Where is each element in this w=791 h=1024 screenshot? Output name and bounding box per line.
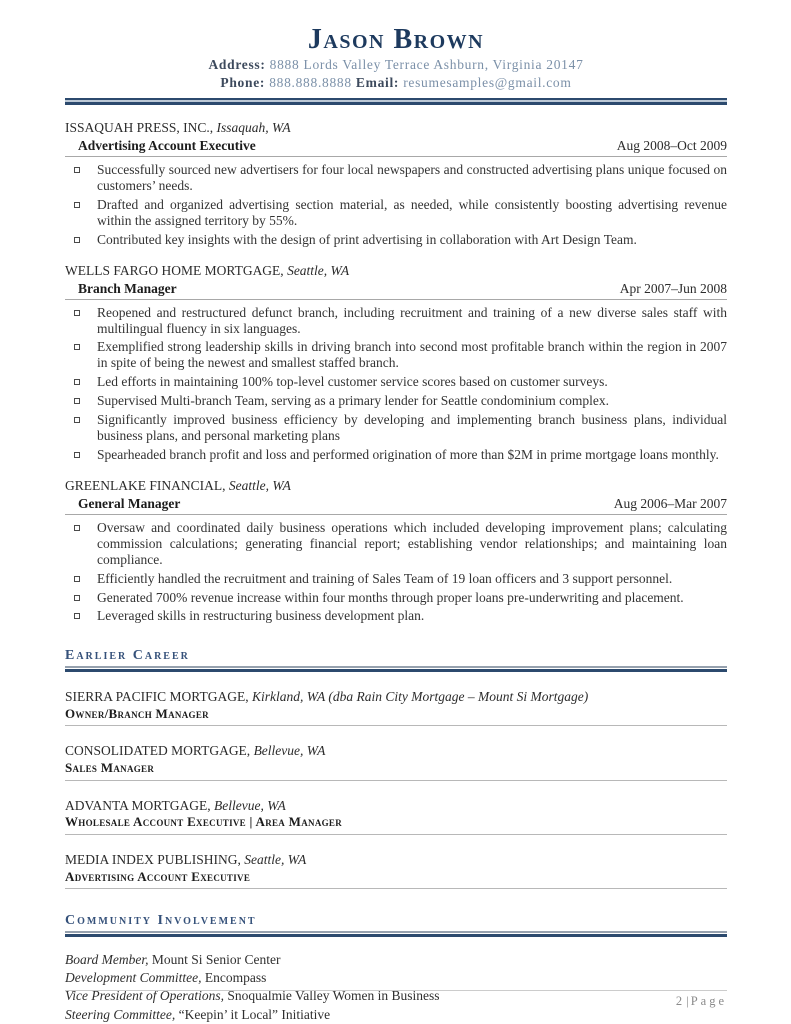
resume-header (65, 24, 727, 105)
bullet-item: Led efforts in maintaining 100% top-level customer service scores based on customer surveys. (65, 374, 727, 390)
job-title: Advertising Account Executive (78, 138, 256, 154)
section-earlier-career (65, 648, 727, 889)
job-bullets (65, 520, 727, 625)
company-name: CONSOLIDATED MORTGAGE, (65, 743, 251, 759)
company-location: Seattle, WA (228, 477, 291, 493)
company-location: Seattle, WA (287, 262, 350, 278)
bullet-item: Drafted and organized advertising section material, as needed, while consistently boosting advertising revenue within the assigned territory by 55%. (65, 197, 727, 229)
bullet-item: Leveraged skills in restructuring business development plan. (65, 608, 727, 624)
section-heading: Community Involvement (65, 912, 257, 928)
company-location: Bellevue, WA (253, 743, 326, 759)
bullet-item: Successfully sourced new advertisers for four local newspapers and constructed advertising plans unique focused on customers’ needs. (65, 162, 727, 194)
community-org: Mount Si Senior Center (151, 951, 281, 967)
job-title-row (65, 495, 727, 515)
company-location: Seattle, WA (244, 851, 307, 867)
candidate-name: Jason Brown (307, 24, 485, 55)
phone-value: 888.888.8888 (269, 74, 352, 90)
community-org: “Keepin’ it Local” Initiative (178, 1006, 331, 1022)
job-entry-wells-fargo (65, 263, 727, 463)
phone-email-line (65, 74, 727, 92)
footer-pipe: | (686, 994, 689, 1008)
earlier-career-entry-consolidated (65, 743, 727, 780)
job-entry-issaquah-press (65, 120, 727, 247)
section-divider (65, 931, 727, 937)
bullet-item: Contributed key insights with the design of print advertising in collaboration with Art Design Team. (65, 232, 727, 248)
page-label: Page (690, 994, 727, 1008)
job-bullets (65, 162, 727, 248)
address-label: Address: (208, 57, 266, 73)
address-line (65, 56, 727, 74)
earlier-career-entry-sierra (65, 689, 727, 726)
bullet-item: Efficiently handled the recruitment and training of Sales Team of 19 loan officers and 3 support personnel. (65, 571, 727, 587)
earlier-career-entry-advanta (65, 798, 727, 835)
company-name: ADVANTA MORTGAGE, (65, 797, 211, 813)
community-org: Encompass (204, 970, 267, 986)
bullet-item: Supervised Multi-branch Team, serving as a primary lender for Seattle condominium complex. (65, 393, 727, 409)
community-item (65, 969, 727, 987)
bullet-item: Exemplified strong leadership skills in driving branch into second most profitable branch within the region in 2007 in spite of being the newest and smallest staffed branch. (65, 339, 727, 371)
job-title: Owner/Branch Manager (65, 706, 727, 726)
community-item (65, 951, 727, 969)
company-line (65, 478, 727, 495)
company-line (65, 689, 727, 706)
company-name: WELLS FARGO HOME MORTGAGE, (65, 262, 284, 278)
company-location: Kirkland, WA (dba Rain City Mortgage – Mount Si Mortgage) (251, 689, 589, 705)
company-line (65, 852, 727, 869)
company-location: Issaquah, WA (216, 120, 291, 136)
email-value: resumesamples@gmail.com (403, 74, 572, 90)
community-role: Vice President of Operations, (65, 988, 224, 1004)
job-dates: Aug 2008–Oct 2009 (616, 138, 727, 154)
phone-label: Phone: (220, 74, 266, 90)
company-name: ISSAQUAH PRESS, INC., (65, 120, 214, 136)
company-line (65, 120, 727, 137)
earlier-career-entry-media-index (65, 852, 727, 889)
job-title: Wholesale Account Executive | Area Manager (65, 814, 727, 834)
community-role: Steering Committee, (65, 1006, 176, 1022)
community-role: Development Committee, (65, 970, 202, 986)
section-heading: Earlier Career (65, 648, 190, 664)
community-list (65, 951, 727, 1024)
page-number: 2 (675, 994, 683, 1008)
community-role: Board Member, (65, 951, 149, 967)
company-location: Bellevue, WA (214, 797, 286, 813)
company-line (65, 263, 727, 280)
community-org: Snoqualmie Valley Women in Business (227, 988, 440, 1004)
bullet-item: Generated 700% revenue increase within four months through proper loans pre-underwriting and placement. (65, 590, 727, 606)
company-name: SIERRA PACIFIC MORTGAGE, (65, 689, 249, 705)
company-name: GREENLAKE FINANCIAL, (65, 477, 226, 493)
company-name: MEDIA INDEX PUBLISHING, (65, 851, 241, 867)
bullet-item: Reopened and restructured defunct branch, including recruitment and training of a new diverse sales staff with multilingual fluency in six languages. (65, 305, 727, 337)
company-line (65, 798, 727, 815)
page-footer (65, 990, 727, 1009)
job-dates: Aug 2006–Mar 2007 (613, 495, 727, 511)
bullet-item: Spearheaded branch profit and loss and performed origination of more than $2M in prime mortgage loans monthly. (65, 447, 727, 463)
bullet-item: Oversaw and coordinated daily business operations which included developing improvement plans; calculating commission calculations; generating financial report; establishing vendor relationships; and maintaining loan compliance. (65, 520, 727, 568)
email-label: Email: (355, 74, 400, 90)
company-line (65, 743, 727, 760)
job-title: General Manager (78, 495, 181, 511)
header-divider (65, 98, 727, 105)
job-dates: Apr 2007–Jun 2008 (619, 280, 727, 296)
bullet-item: Significantly improved business efficiency by developing and implementing branch business plans, individual business plans, and personal marketing plans (65, 412, 727, 444)
job-bullets (65, 305, 727, 463)
section-divider (65, 666, 727, 672)
job-title-row (65, 137, 727, 157)
job-title-row (65, 280, 727, 300)
job-title: Advertising Account Executive (65, 869, 727, 889)
address-value: 8888 Lords Valley Terrace Ashburn, Virginia 20147 (269, 57, 584, 73)
job-title: Branch Manager (78, 280, 177, 296)
job-entry-greenlake (65, 478, 727, 624)
job-title: Sales Manager (65, 760, 727, 780)
